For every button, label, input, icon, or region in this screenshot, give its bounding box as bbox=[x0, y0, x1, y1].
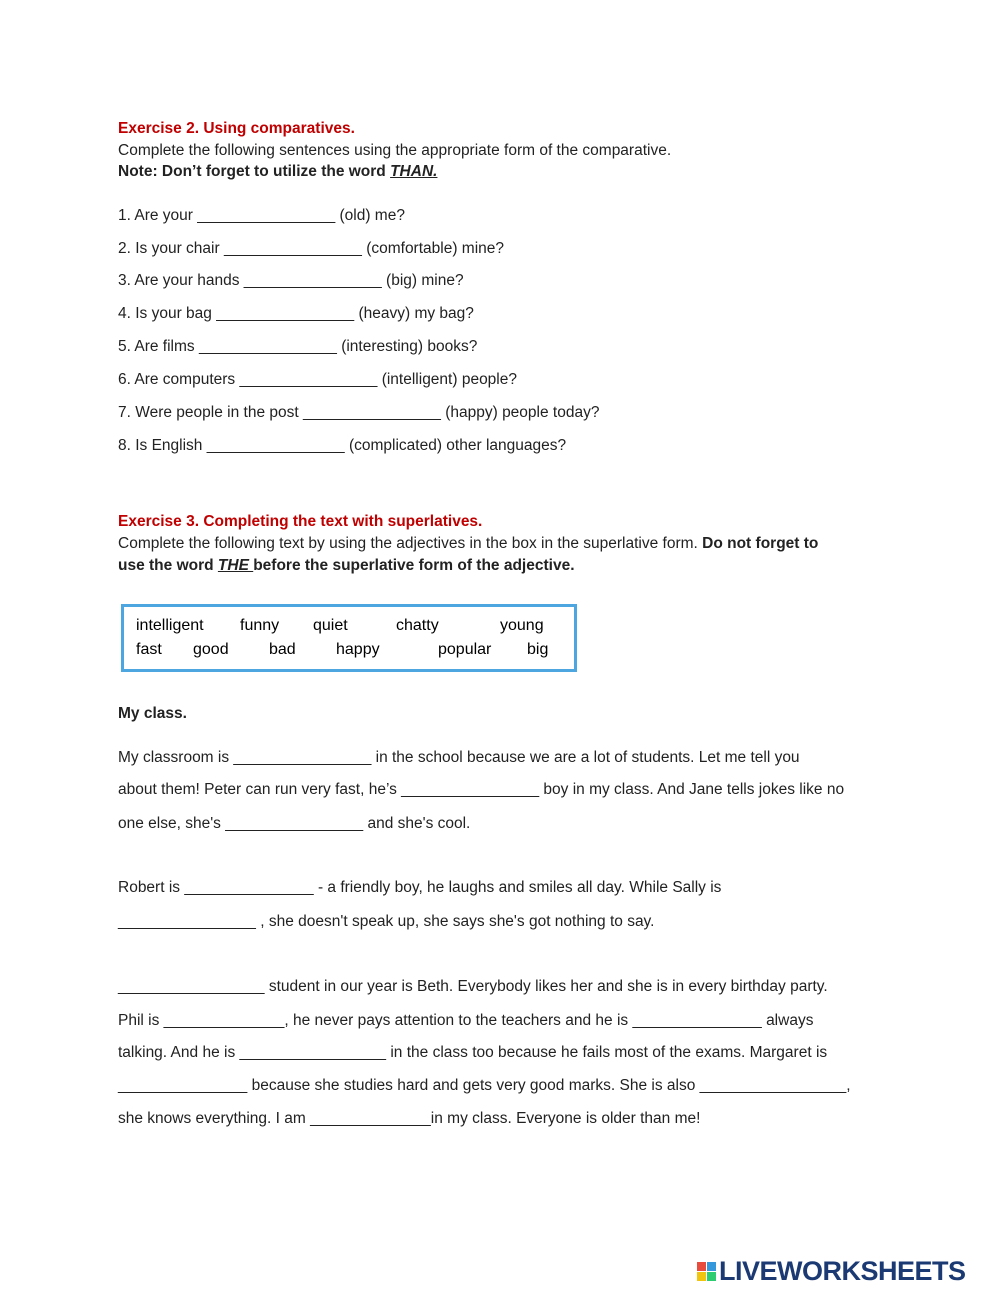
word-box-item: big bbox=[527, 641, 549, 658]
logo-square-blue bbox=[707, 1262, 716, 1271]
text-line: she knows everything. I am ______________in my class. Everyone is older than me! bbox=[118, 1110, 701, 1127]
word-box-item: quiet bbox=[313, 617, 348, 634]
logo-square-yellow bbox=[697, 1272, 706, 1281]
instruction-bold-a: use the word bbox=[118, 557, 218, 574]
instruction-bold-b: before the superlative form of the adjective. bbox=[253, 557, 575, 574]
exercise-2-item: 7. Were people in the post ________________ (happy) people today? bbox=[118, 404, 600, 421]
logo-square-green bbox=[707, 1272, 716, 1281]
text-line: talking. And he is _________________ in the class too because he fails most of the exams. Margaret is bbox=[118, 1044, 828, 1061]
exercise-2-note bbox=[118, 163, 437, 181]
word-box-item: fast bbox=[136, 641, 162, 658]
exercise-2-title: Exercise 2. Using comparatives. bbox=[118, 120, 355, 137]
word-box-item: good bbox=[193, 641, 229, 658]
word-box-item: funny bbox=[240, 617, 280, 634]
instruction-bold: Do not forget to bbox=[702, 535, 819, 552]
word-box-item: happy bbox=[336, 641, 380, 658]
exercise-3-title: Exercise 3. Completing the text with superlatives. bbox=[118, 513, 483, 530]
exercise-2-item: 6. Are computers ________________ (intelligent) people? bbox=[118, 371, 517, 388]
text-line: about them! Peter can run very fast, he’s ________________ boy in my class. And Jane tells jokes like no bbox=[118, 781, 845, 798]
instruction-the-word: THE bbox=[217, 557, 254, 574]
liveworksheets-logo bbox=[697, 1257, 966, 1285]
word-box-item: intelligent bbox=[136, 617, 204, 634]
word-box-item: young bbox=[500, 617, 544, 634]
instruction-plain: Complete the following text by using the adjectives in the box in the superlative form. bbox=[118, 535, 703, 552]
logo-text: LIVEWORKSHEETS bbox=[719, 1255, 966, 1286]
exercise-2-item: 8. Is English ________________ (complicated) other languages? bbox=[118, 437, 567, 454]
logo-square-red bbox=[697, 1262, 706, 1271]
exercise-2-item: 1. Are your ________________ (old) me? bbox=[118, 207, 405, 224]
word-box-item: chatty bbox=[396, 617, 439, 634]
exercise-2-item: 4. Is your bag ________________ (heavy) my bag? bbox=[118, 305, 474, 322]
text-line: _________________ student in our year is Beth. Everybody likes her and she is in every birthday party. bbox=[118, 978, 828, 995]
text-line: one else, she's ________________ and she's cool. bbox=[118, 815, 471, 832]
exercise-2-item: 2. Is your chair ________________ (comfortable) mine? bbox=[118, 240, 505, 257]
word-box-item: bad bbox=[269, 641, 296, 658]
text-line: My classroom is ________________ in the school because we are a lot of students. Let me tell you bbox=[118, 749, 800, 766]
exercise-2-instruction: Complete the following sentences using the appropriate form of the comparative. bbox=[118, 142, 672, 159]
exercise-2-item: 3. Are your hands ________________ (big) mine? bbox=[118, 272, 464, 289]
text-line: Robert is _______________ - a friendly boy, he laughs and smiles all day. While Sally is bbox=[118, 879, 722, 896]
note-word: THAN. bbox=[390, 163, 438, 180]
my-class-subtitle: My class. bbox=[118, 705, 187, 722]
note-prefix: Note: Don’t forget to utilize the word bbox=[118, 163, 391, 180]
word-box-item: popular bbox=[438, 641, 492, 658]
text-line: _______________ because she studies hard and gets very good marks. She is also _________________, bbox=[118, 1077, 851, 1094]
word-box bbox=[121, 604, 577, 672]
exercise-2-item: 5. Are films ________________ (interesting) books? bbox=[118, 338, 478, 355]
text-line: ________________ , she doesn't speak up, she says she's got nothing to say. bbox=[118, 913, 655, 930]
exercise-3-instruction-line-1 bbox=[118, 535, 818, 553]
logo-mark-icon bbox=[697, 1262, 716, 1281]
text-line: Phil is ______________, he never pays attention to the teachers and he is _______________ always bbox=[118, 1012, 814, 1029]
exercise-3-instruction-line-2 bbox=[118, 557, 575, 575]
